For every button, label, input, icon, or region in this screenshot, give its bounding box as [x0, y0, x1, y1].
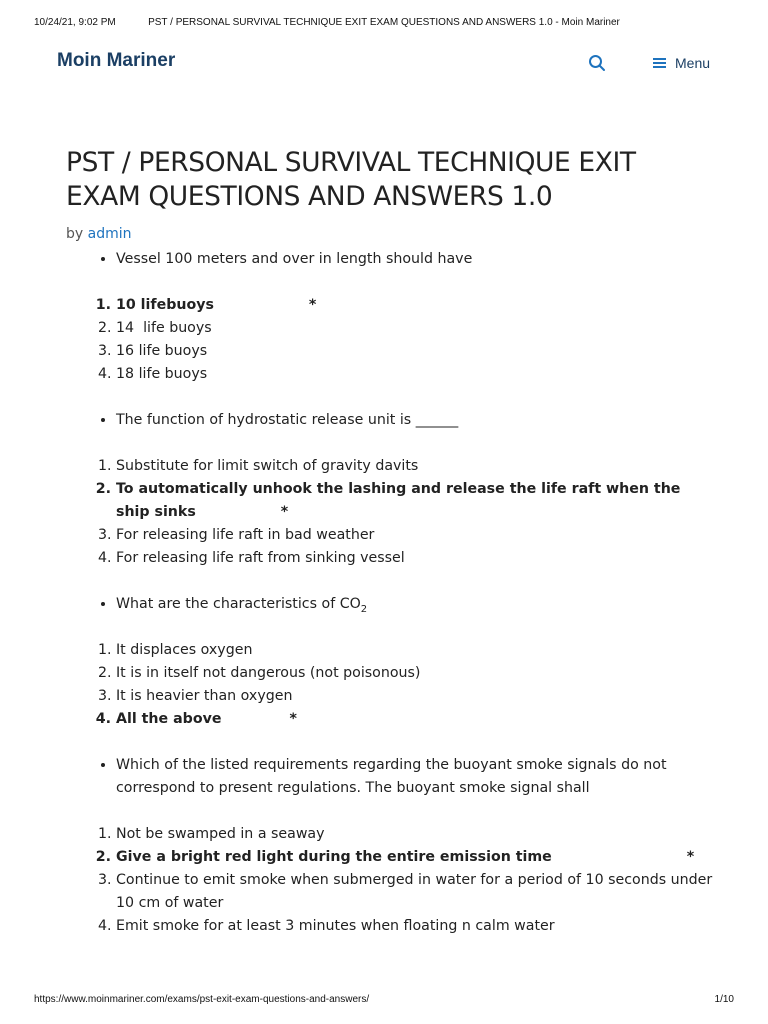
answer-option — [116, 478, 716, 524]
answer-option — [116, 708, 716, 731]
answer-option — [116, 915, 716, 938]
answer-option-text: 14 life buoys — [116, 320, 212, 336]
correct-answer-marker: * — [686, 849, 695, 865]
question-text-subscript: 2 — [360, 603, 368, 615]
menu-button[interactable] — [653, 52, 710, 74]
answer-option-text: It is heavier than oxygen — [116, 688, 293, 704]
article — [66, 146, 716, 961]
answer-option — [116, 823, 716, 846]
answer-options — [66, 455, 716, 570]
question-text — [116, 593, 716, 616]
question — [66, 248, 716, 271]
answer-option — [116, 294, 716, 317]
question-text — [116, 754, 716, 800]
question-text — [116, 248, 716, 271]
answer-option — [116, 662, 716, 685]
print-url: https://www.moinmariner.com/exams/pst-exit-exam-questions-and-answers/ — [34, 994, 370, 1005]
correct-answer-marker: * — [308, 297, 317, 313]
menu-label: Menu — [675, 55, 711, 71]
question — [66, 593, 716, 616]
answer-options — [66, 639, 716, 731]
question-text — [116, 409, 716, 432]
answer-option-text: To automatically unhook the lashing and release the life raft when the ship sinks — [116, 481, 686, 520]
answer-option — [116, 340, 716, 363]
byline — [66, 224, 716, 244]
answer-option — [116, 846, 716, 869]
answer-option — [116, 685, 716, 708]
question — [66, 409, 716, 432]
answer-option-text: All the above — [116, 711, 222, 727]
answer-option-text: Give a bright red light during the entire emission time — [116, 849, 552, 865]
question-list — [66, 248, 716, 938]
question-text-main: What are the characteristics of CO — [116, 596, 361, 612]
answer-option — [116, 869, 716, 915]
site-header — [0, 50, 768, 78]
answer-option-text: 18 life buoys — [116, 366, 208, 382]
answer-option-text: Continue to emit smoke when submerged in water for a period of 10 seconds under 10 cm of water — [116, 872, 717, 911]
question-text-main: The function of hydrostatic release unit is ______ — [116, 412, 459, 428]
answer-option — [116, 524, 716, 547]
print-page-title: PST / PERSONAL SURVIVAL TECHNIQUE EXIT EXAM QUESTIONS AND ANSWERS 1.0 - Moin Mariner — [148, 17, 620, 28]
answer-option-text: It is in itself not dangerous (not poisonous) — [116, 665, 421, 681]
answer-option — [116, 363, 716, 386]
answer-option-text: Not be swamped in a seaway — [116, 826, 325, 842]
question-text-main: Vessel 100 meters and over in length should have — [116, 251, 473, 267]
article-title: PST / PERSONAL SURVIVAL TECHNIQUE EXIT EXAM QUESTIONS AND ANSWERS 1.0 — [66, 147, 636, 212]
answer-option-text: 10 lifebuoys — [116, 297, 214, 313]
question-text-main: Which of the listed requirements regarding the buoyant smoke signals do not correspond to present regulations. The buoyant smoke signal shall — [116, 757, 667, 796]
answer-options — [66, 294, 716, 386]
answer-option — [116, 547, 716, 570]
print-datetime: 10/24/21, 9:02 PM — [34, 17, 116, 28]
answer-option-text: For releasing life raft from sinking vessel — [116, 550, 405, 566]
answer-option-text: Emit smoke for at least 3 minutes when floating n calm water — [116, 918, 555, 934]
correct-answer-marker: * — [289, 711, 297, 727]
answer-option — [116, 317, 716, 340]
author-link[interactable]: admin — [87, 226, 132, 242]
answer-option-text: For releasing life raft in bad weather — [116, 527, 375, 543]
print-page-number: 1/10 — [714, 994, 734, 1005]
correct-answer-marker: * — [280, 504, 289, 520]
answer-option-text: It displaces oxygen — [116, 642, 253, 658]
answer-options — [66, 823, 716, 938]
search-icon[interactable] — [588, 54, 606, 72]
answer-option-text: Substitute for limit switch of gravity davits — [116, 458, 419, 474]
question — [66, 754, 716, 800]
answer-option-text: 16 life buoys — [116, 343, 208, 359]
byline-prefix: by — [66, 226, 84, 242]
answer-option — [116, 639, 716, 662]
hamburger-icon — [653, 58, 666, 68]
answer-option — [116, 455, 716, 478]
site-brand-link[interactable]: Moin Mariner — [57, 50, 176, 71]
